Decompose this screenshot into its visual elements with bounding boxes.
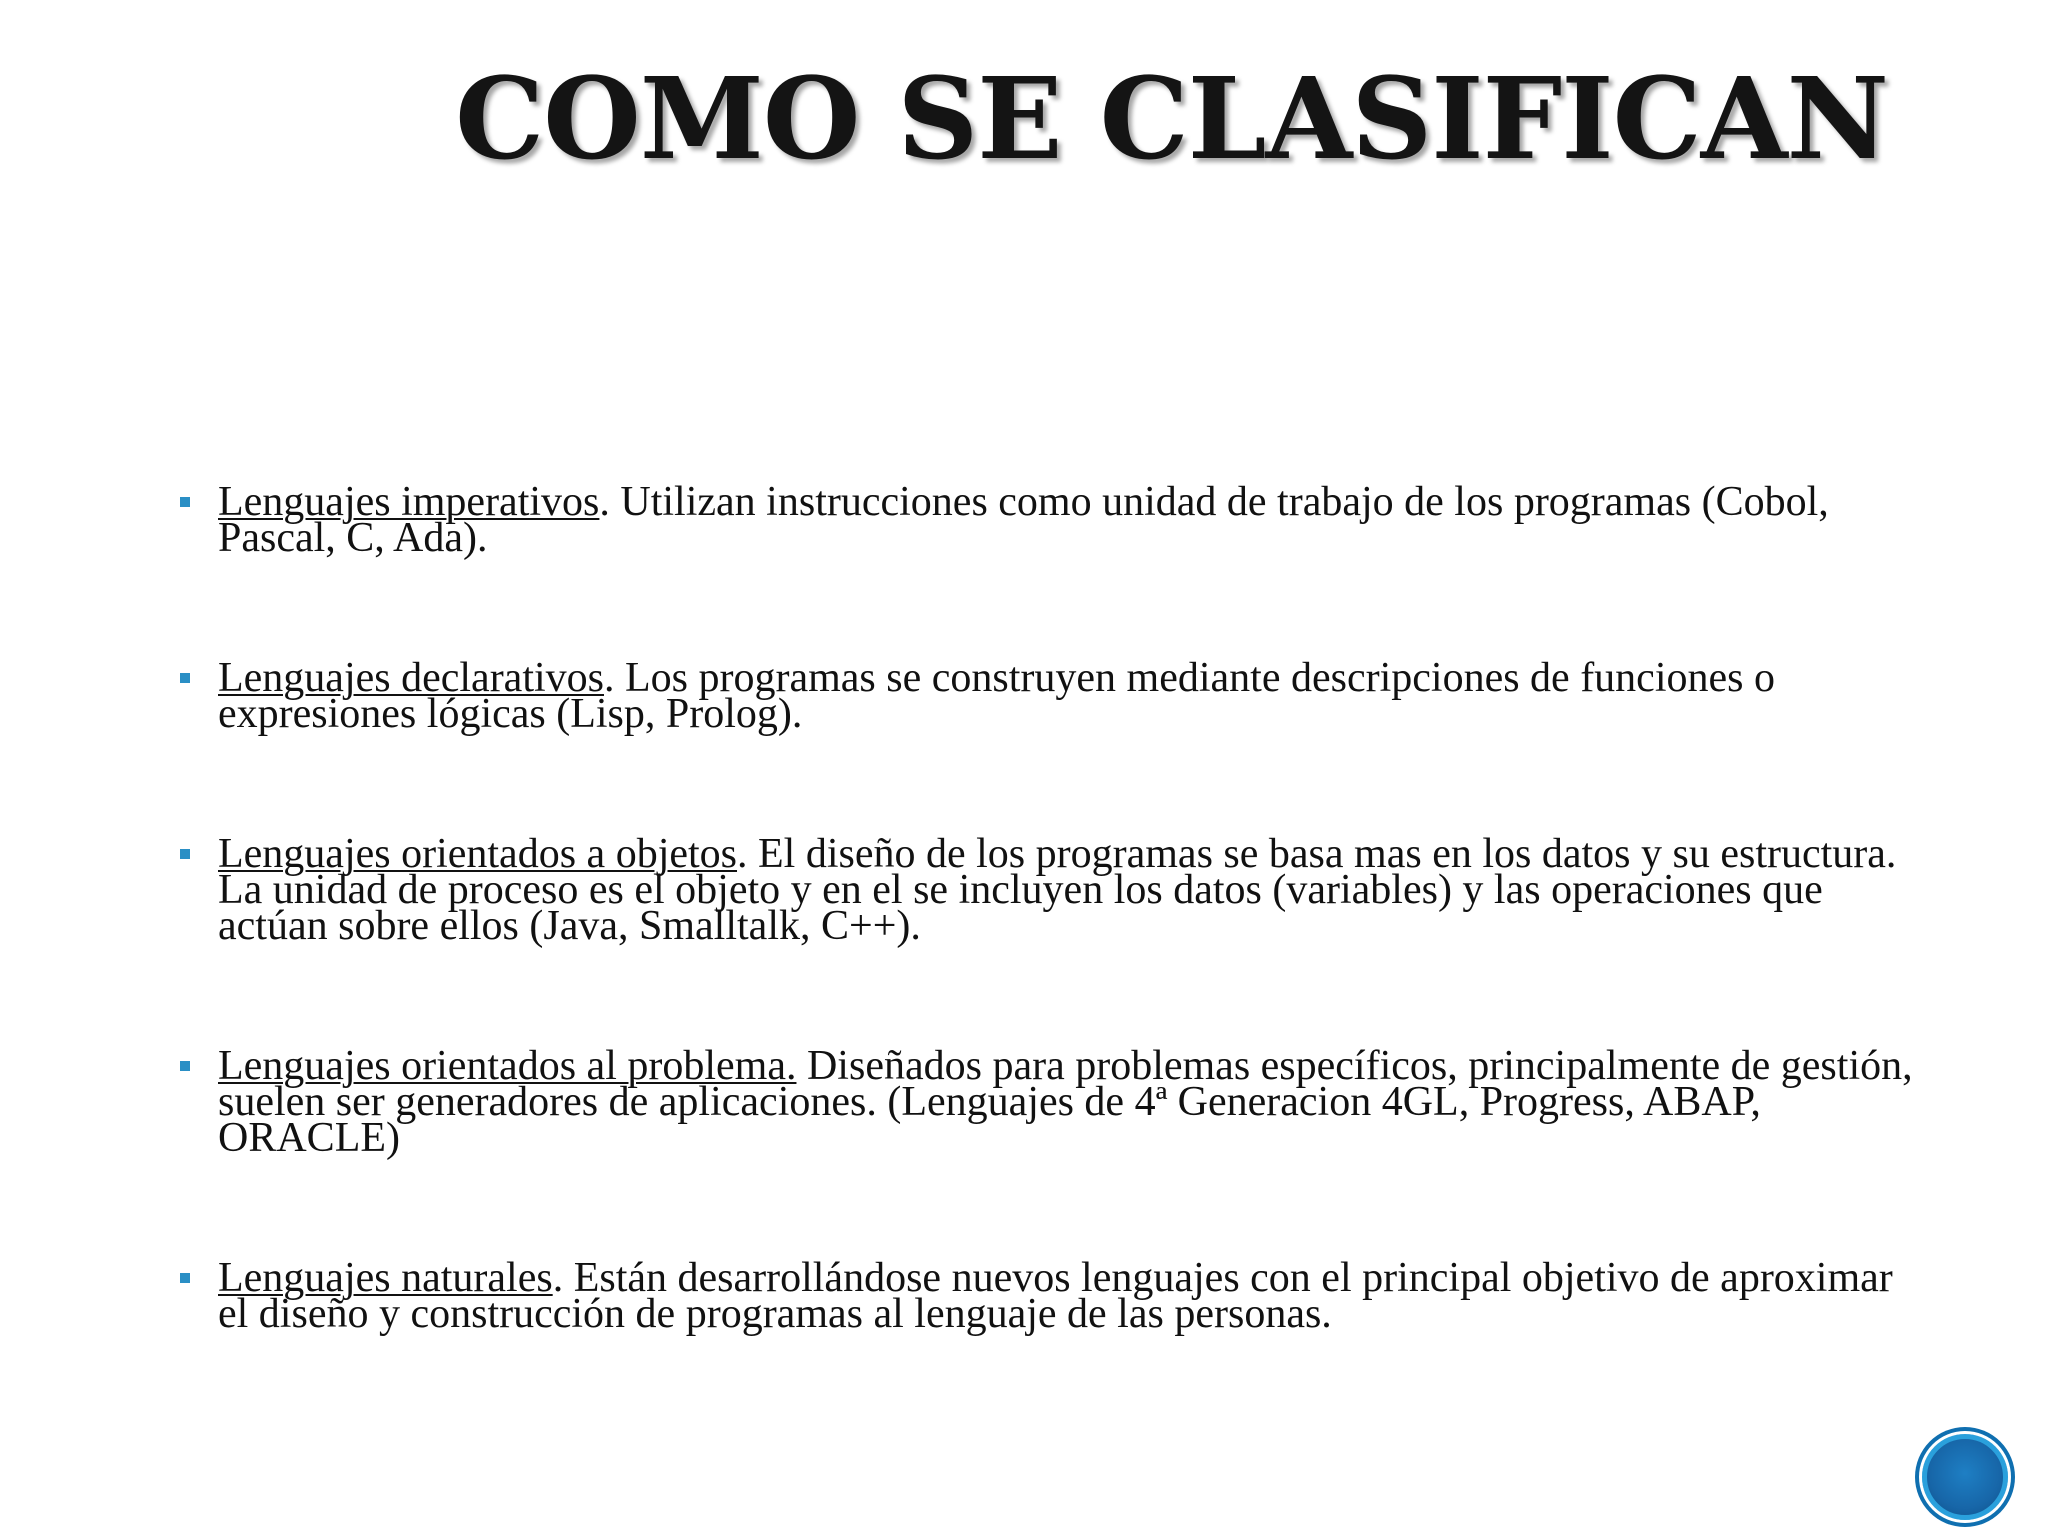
bullet-term: Lenguajes imperativos [218, 479, 600, 525]
bullet-description: . Los programas se construyen mediante descripciones de funciones o expresiones lógicas (Lisp, Prolog). [218, 655, 1775, 737]
square-bullet-icon [180, 1273, 190, 1283]
slide-title: COMO SE CLASIFICAN [455, 54, 1888, 185]
bullet-description: . El diseño de los programas se basa mas en los datos y su estructura. La unidad de proceso es el objeto y en el se incluyen los datos (variables) y las operaciones que actúan sobre ellos (Java, Smalltalk, C++). [218, 831, 1897, 949]
bullet-item-declarativos [176, 655, 1916, 737]
bullet-term: Lenguajes naturales [218, 1255, 553, 1301]
bullet-term: Lenguajes orientados a objetos [218, 831, 738, 877]
square-bullet-icon [180, 849, 190, 859]
bullet-description: Diseñados para problemas específicos, principalmente de gestión, suelen ser generadores de aplicaciones. (Lenguajes de 4ª Generacion 4GL, Progress, ABAP, ORACLE) [218, 1043, 1913, 1161]
bullet-item-imperativos [176, 479, 1916, 561]
slide-nav-circle-icon[interactable] [1922, 1434, 2008, 1520]
square-bullet-icon [180, 673, 190, 683]
bullet-term: Lenguajes orientados al problema. [218, 1043, 797, 1089]
bullet-item-naturales [176, 1255, 1916, 1337]
bullet-list [176, 479, 1916, 1337]
bullet-item-objetos [176, 831, 1916, 949]
bullet-item-problema [176, 1043, 1916, 1161]
square-bullet-icon [180, 1061, 190, 1071]
bullet-description: . Utilizan instrucciones como unidad de trabajo de los programas (Cobol, Pascal, C, Ada). [218, 479, 1829, 561]
square-bullet-icon [180, 497, 190, 507]
bullet-term: Lenguajes declarativos [218, 655, 604, 701]
bullet-description: . Están desarrollándose nuevos lenguajes con el principal objetivo de aproximar el diseño y construcción de programas al lenguaje de las personas. [218, 1255, 1893, 1337]
